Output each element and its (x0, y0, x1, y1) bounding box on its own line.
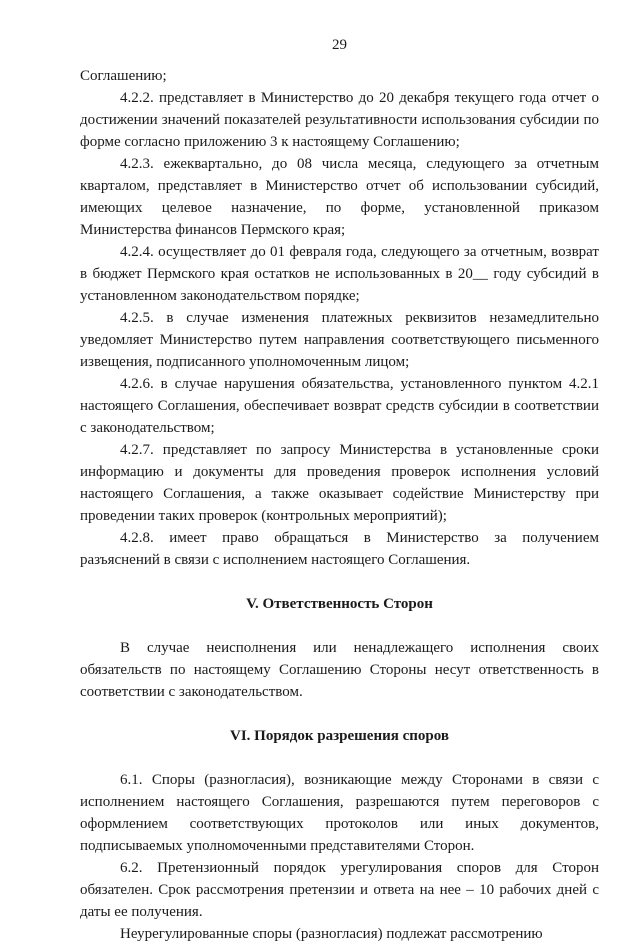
paragraph: В случае неисполнения или ненадлежащего исполнения своих обязательств по настоящему Соглашению Стороны несут ответственность в соответствии с законодательством. (80, 640, 599, 700)
section-heading-disputes: VI. Порядок разрешения споров (230, 728, 449, 744)
paragraph: 4.2.2. представляет в Министерство до 20 декабря текущего года отчет о достижении значений показателей результативности использования субсидии по форме согласно приложению 3 к настоящему Соглашению; (80, 90, 599, 150)
document-body (80, 65, 599, 945)
paragraph: 4.2.7. представляет по запросу Министерства в установленные сроки информацию и документы для проведения проверок исполнения условий настоящего Соглашения, а также оказывает содействие Министерству при проведении таких проверок (контрольных мероприятий); (80, 442, 599, 524)
paragraph: 4.2.3. ежеквартально, до 08 числа месяца, следующего за отчетным кварталом, представляет в Министерство отчет об использовании субсидий, имеющих целевое назначение, по форме, установленной приказом Министерства финансов Пермского края; (80, 156, 599, 238)
paragraph: 4.2.5. в случае изменения платежных реквизитов незамедлительно уведомляет Министерство путем направления соответствующего письменного извещения, подписанного уполномоченным лицом; (80, 310, 599, 370)
section-heading-responsibility: V. Ответственность Сторон (246, 596, 433, 612)
paragraph: 4.2.6. в случае нарушения обязательства, установленного пунктом 4.2.1 настоящего Соглашения, обеспечивает возврат средств субсидии в соответствии с законодательством; (80, 376, 599, 436)
paragraph: Неурегулированные споры (разногласия) подлежат рассмотрению (120, 926, 543, 942)
page-number: 29 (332, 37, 347, 53)
paragraph: 6.2. Претензионный порядок урегулирования споров для Сторон обязателен. Срок рассмотрения претензии и ответа на нее – 10 рабочих дней с даты ее получения. (80, 860, 599, 920)
paragraph: 6.1. Споры (разногласия), возникающие между Сторонами в связи с исполнением настоящего Соглашения, разрешаются путем переговоров с оформлением соответствующих протоколов или иных документов, подписываемых уполномоченными представителями Сторон. (80, 772, 599, 854)
paragraph: 4.2.8. имеет право обращаться в Министерство за получением разъяснений в связи с исполнением настоящего Соглашения. (80, 530, 599, 568)
paragraph: Соглашению; (80, 68, 167, 84)
paragraph: 4.2.4. осуществляет до 01 февраля года, следующего за отчетным, возврат в бюджет Пермского края остатков не использованных в 20__ году субсидий в установленном законодательством порядке; (80, 244, 599, 304)
